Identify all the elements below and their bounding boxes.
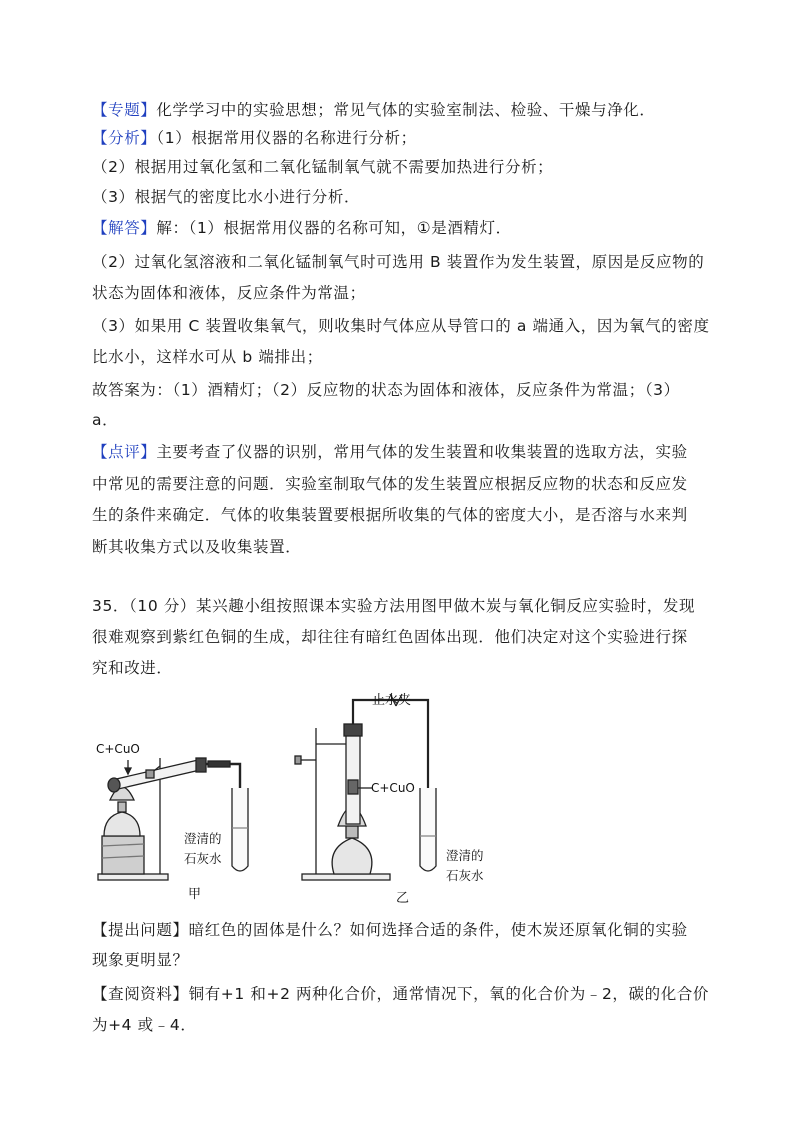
comment-line-4: 断其收集方式以及收集装置． (92, 538, 302, 556)
comment-line-2: 中常见的需要注意的问题．实验室制取气体的发生装置应根据反应物的状态和反应发 (92, 475, 688, 493)
answer-line-3b: 比水小，这样水可从 b 端排出； (92, 348, 323, 366)
apparatus-yi (295, 692, 484, 906)
jia-caption: 甲 (188, 887, 202, 902)
jia-lime-tube (232, 788, 248, 871)
comment-tag: 【点评】 (92, 443, 157, 461)
yi-lime-label-1: 澄清的 (446, 848, 484, 863)
apparatus-jia (96, 742, 248, 902)
yi-reactant-label: C+CuO (371, 781, 415, 795)
comment-line-3: 生的条件来确定．气体的收集装置要根据所收集的气体的密度大小，是否溶与水来判 (92, 506, 688, 524)
yi-clamp-label: 止水夹 (372, 693, 412, 708)
question-35-line-2: 很难观察到紫红色铜的生成，却往往有暗红色固体出现．他们决定对这个实验进行探 (92, 628, 688, 646)
jia-lime-label-1: 澄清的 (184, 831, 222, 846)
yi-lime-tube (420, 788, 436, 871)
topic-tag: 【专题】 (92, 101, 157, 119)
jia-test-tube (112, 760, 200, 790)
yi-test-tube (346, 732, 360, 824)
question-35-line-3: 究和改进． (92, 659, 173, 677)
answer-line-2b: 状态为固体和液体，反应条件为常温； (92, 284, 366, 302)
jia-alcohol-lamp (104, 812, 140, 836)
yi-caption: 乙 (396, 891, 410, 906)
topic-line (92, 100, 656, 120)
raise-question-line-1: 【提出问题】暗红色的固体是什么？如何选择合适的条件，使木炭还原氧化铜的实验 (92, 921, 688, 939)
answer-text-1: 解：（1）根据常用仪器的名称可知，①是酒精灯． (156, 219, 512, 237)
answer-tag: 【解答】 (92, 219, 157, 237)
comment-line-1 (92, 442, 688, 462)
analysis-line-3: （3）根据气的密度比水小进行分析． (92, 188, 361, 206)
answer-line-3a: （3）如果用 C 装置收集氧气，则收集时气体应从导管口的 a 端通入，因为氧气的密度 (92, 317, 710, 335)
jia-wood-block (102, 836, 144, 874)
jia-reactant-label: C+CuO (96, 742, 140, 756)
comment-text-1: 主要考查了仪器的识别，常用气体的发生装置和收集装置的选取方法，实验 (156, 443, 688, 461)
reference-info-line-1: 【查阅资料】铜有+1 和+2 两种化合价，通常情况下，氧的化合价为﹣2，碳的化合价 (92, 985, 710, 1003)
jia-lime-label-2: 石灰水 (184, 851, 222, 866)
answer-line-1 (92, 218, 512, 238)
final-answer-line-a: 故答案为：（1）酒精灯；（2）反应物的状态为固体和液体，反应条件为常温；（3） (92, 381, 680, 399)
yi-base-plate (302, 874, 390, 880)
final-answer-line-b: a． (92, 411, 119, 429)
yi-alcohol-lamp (332, 838, 372, 874)
answer-line-2a: （2）过氧化氢溶液和二氧化锰制氧气时可选用 B 装置作为发生装置，原因是反应物的 (92, 253, 705, 271)
question-35-line-1: 35．（10 分）某兴趣小组按照课本实验方法用图甲做木炭与氧化铜反应实验时，发现 (92, 597, 696, 615)
analysis-tag: 【分析】 (92, 129, 157, 147)
raise-question-line-2: 现象更明显？ (92, 951, 189, 969)
analysis-line-2: （2）根据用过氧化氢和二氧化锰制氧气就不需要加热进行分析； (92, 158, 554, 176)
topic-text: 化学学习中的实验思想；常见气体的实验室制法、检验、干燥与净化． (156, 101, 656, 119)
apparatus-figure (90, 688, 560, 913)
reference-info-line-2: 为+4 或﹣4． (92, 1016, 197, 1034)
yi-lime-label-2: 石灰水 (446, 868, 484, 883)
analysis-line-1 (92, 128, 417, 148)
analysis-text-1: （1）根据常用仪器的名称进行分析； (156, 129, 417, 147)
jia-base-plate (98, 874, 168, 880)
